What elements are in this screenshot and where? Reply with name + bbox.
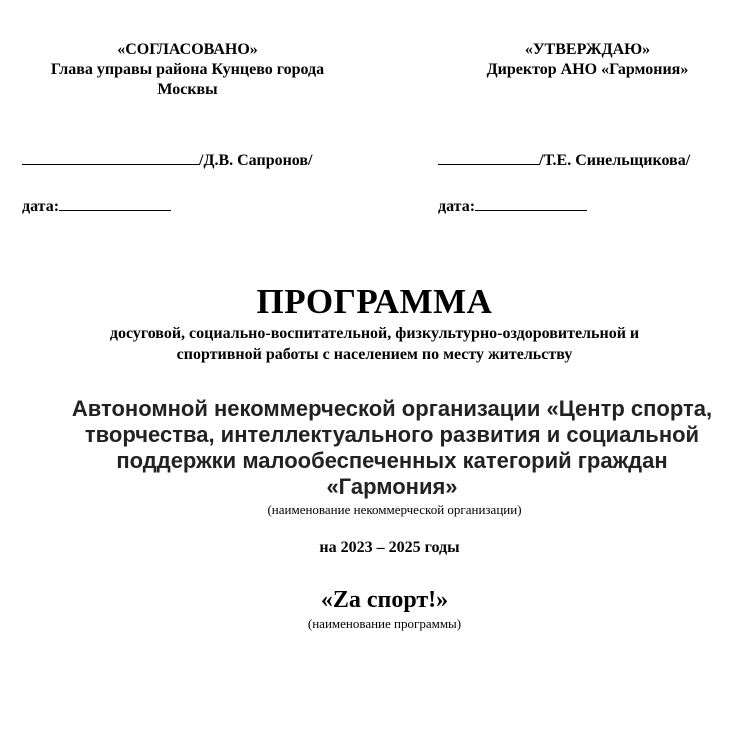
signer-name: /Т.Е. Синельщикова/ (539, 152, 691, 169)
organization-caption: (наименование некоммерческой организации) (267, 502, 522, 517)
approval-position: Глава управы района Кунцево города (50, 61, 325, 78)
program-name-caption: (наименование программы) (307, 616, 462, 631)
approval-heading: «УТВЕРЖДАЮ» (524, 41, 651, 58)
approval-position-cont: Москвы (157, 81, 218, 98)
signature-blank (438, 150, 539, 165)
document-subtitle (60, 323, 689, 365)
program-name: «Za спорт!» (320, 587, 449, 613)
signature-blank (22, 150, 199, 165)
org-name-line: поддержки малообеспеченных категорий граждан (116, 448, 668, 473)
subtitle-line: спортивной работы с населением по месту жительству (176, 346, 573, 363)
left-approval-block (20, 40, 355, 100)
left-date-line (22, 196, 171, 217)
program-years: на 2023 – 2025 годы (319, 539, 460, 556)
right-signature-line (438, 150, 690, 171)
org-name-line: Автономной некоммерческой организации «Центр спорта, (71, 396, 713, 421)
subtitle-line: досуговой, социально-воспитательной, физкультурно-оздоровительной и (109, 325, 640, 342)
date-label: дата: (22, 198, 60, 215)
date-blank (475, 196, 587, 211)
left-signature-line (22, 150, 313, 171)
date-label: дата: (438, 198, 476, 215)
right-approval-block (435, 40, 740, 80)
organization-name (50, 396, 734, 500)
signer-name: /Д.В. Сапронов/ (199, 152, 313, 169)
approval-heading: «СОГЛАСОВАНО» (117, 41, 258, 58)
approval-position: Директор АНО «Гармония» (486, 61, 689, 78)
org-name-line: творчества, интеллектуального развития и социальной (84, 422, 700, 447)
org-name-line: «Гармония» (326, 474, 458, 499)
document-title: ПРОГРАММА (256, 282, 493, 321)
date-blank (59, 196, 171, 211)
right-date-line (438, 196, 587, 217)
